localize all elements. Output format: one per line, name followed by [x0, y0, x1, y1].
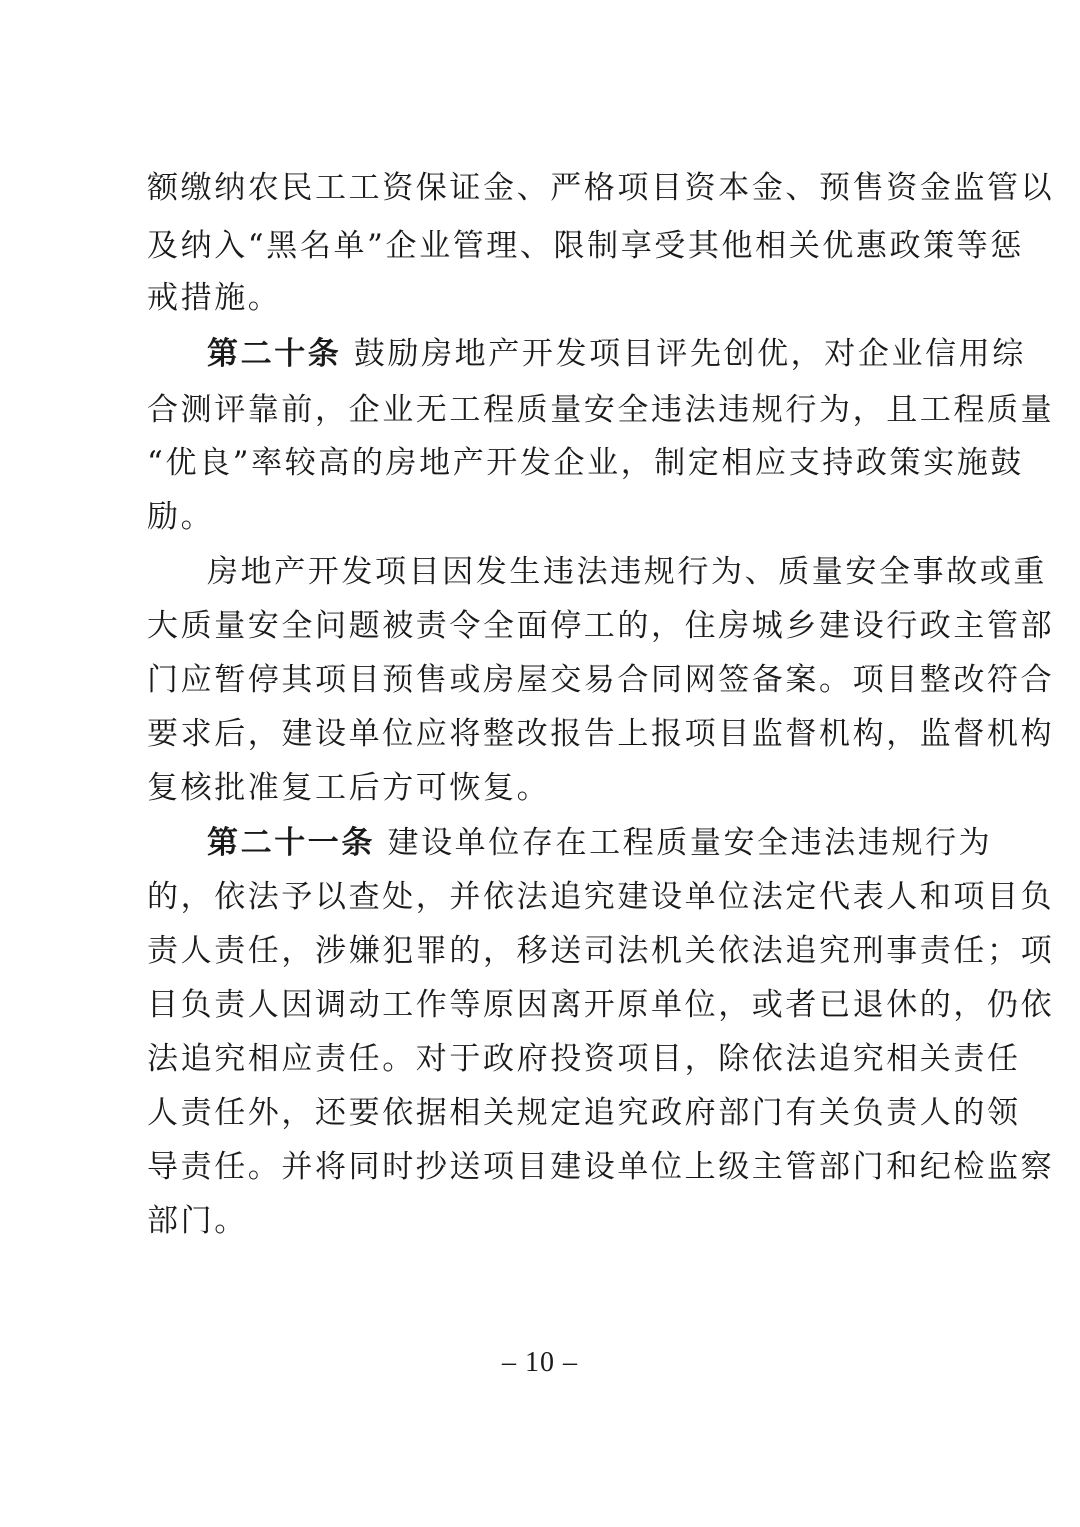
body-text-line: “优良”率较高的房地产开发企业，制定相应支持政策实施鼓 — [147, 445, 1024, 481]
article-first-line — [207, 823, 993, 863]
body-text-line: 复核批准复工后方可恢复。 — [147, 770, 551, 806]
body-text-line: 房地产开发项目因发生违法违规行为、质量安全事故或重 — [207, 554, 1047, 590]
body-text-line: 目负责人因调动工作等原因离开原单位，或者已退休的，仍依 — [147, 987, 1055, 1023]
body-text-line: 导责任。并将同时抄送项目建设单位上级主管部门和纪检监察 — [147, 1149, 1055, 1185]
body-text-line: 大质量安全问题被责令全面停工的，住房城乡建设行政主管部 — [147, 608, 1055, 644]
body-text-line: 戒措施。 — [147, 280, 282, 316]
body-text-line: 门应暂停其项目预售或房屋交易合同网签备案。项目整改符合 — [147, 662, 1055, 698]
body-text-line: 励。 — [147, 499, 215, 535]
article-first-line — [207, 334, 1026, 374]
body-text-line: 合测评靠前，企业无工程质量安全违法违规行为，且工程质量 — [147, 392, 1055, 428]
body-text-line: 法追究相应责任。对于政府投资项目，除依法追究相关责任 — [147, 1041, 1021, 1077]
body-text-line: 部门。 — [147, 1203, 248, 1239]
body-text-line: 人责任外，还要依据相关规定追究政府部门有关负责人的领 — [147, 1095, 1021, 1131]
body-text-line: 额缴纳农民工工资保证金、严格项目资本金、预售资金监管以 — [147, 170, 1055, 206]
article-heading: 第二十一条 — [207, 825, 375, 861]
body-text: 鼓励房地产开发项目评先创优，对企业信用综 — [353, 336, 1026, 372]
page-number: – 10 – — [502, 1347, 578, 1378]
body-text: 建设单位存在工程质量安全违法违规行为 — [387, 825, 993, 861]
article-heading: 第二十条 — [207, 336, 342, 372]
body-text-line: 及纳入“黑名单”企业管理、限制享受其他相关优惠政策等惩 — [147, 228, 1024, 264]
body-text-line: 责人责任，涉嫌犯罪的，移送司法机关依法追究刑事责任；项 — [147, 933, 1055, 969]
body-text-line: 的，依法予以查处，并依法追究建设单位法定代表人和项目负 — [147, 879, 1055, 915]
body-text-line: 要求后，建设单位应将整改报告上报项目监督机构，监督机构 — [147, 716, 1055, 752]
